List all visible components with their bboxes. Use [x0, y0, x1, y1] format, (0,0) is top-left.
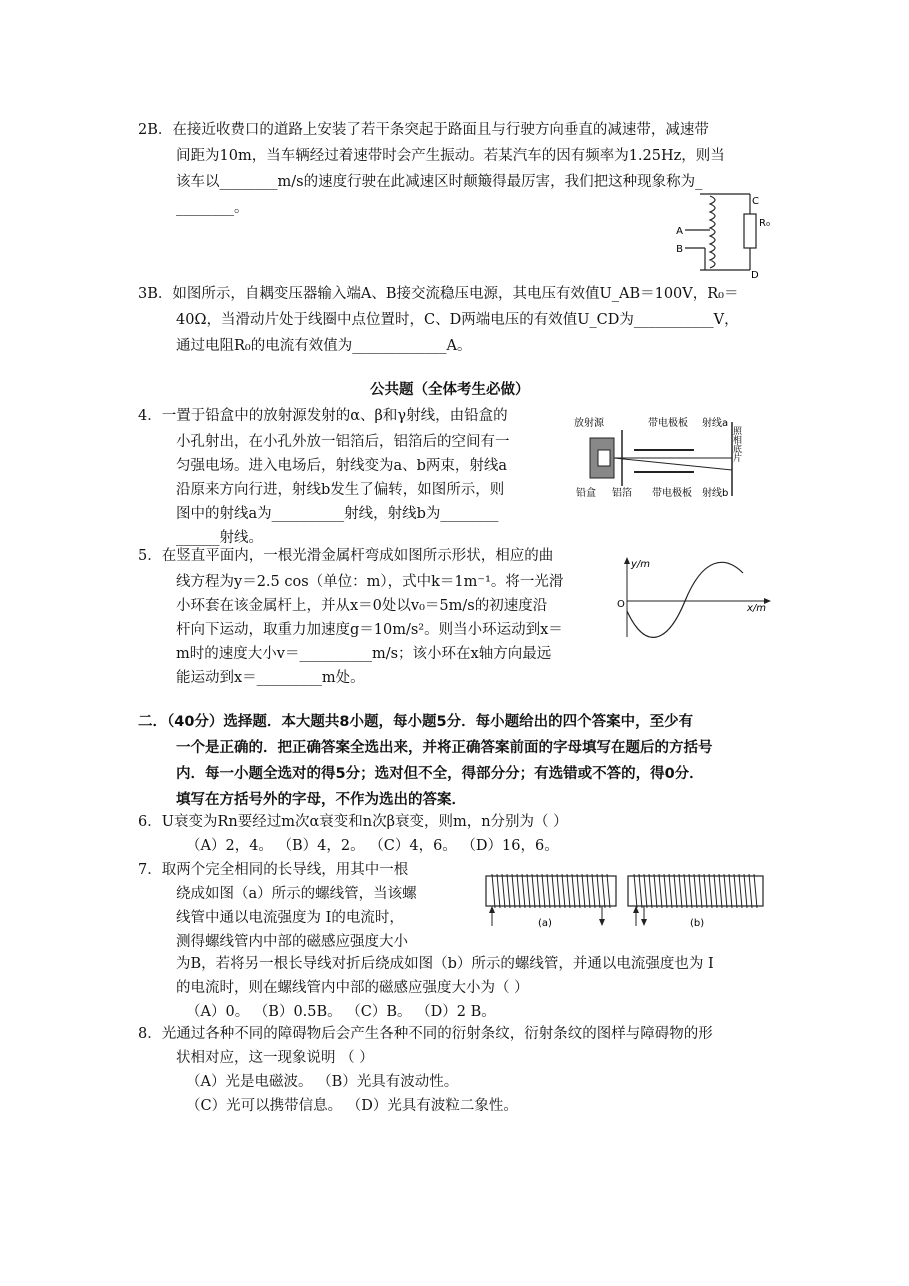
q4-line-6: ______射线。: [176, 530, 263, 546]
q3b-line-1: 3B．如图所示，自耦变压器输入端A、B接交流稳压电源，其电压有效值U_AB＝100V，R₀＝: [138, 286, 739, 302]
q5-line-2: 线方程为y＝2.5 cos（单位：m），式中k＝1m⁻¹。将一光滑: [176, 574, 564, 590]
coil-turn: [674, 874, 677, 908]
coil-turn: [634, 874, 637, 908]
coil-turn: [507, 874, 510, 908]
cosine-rod-graph: [615, 555, 775, 640]
q7-line-6: 的电流时，则在螺线管内中部的磁感应强度大小为（ ）: [176, 980, 529, 996]
coil-turn: [644, 874, 647, 908]
q3b-line-2: 40Ω，当滑动片处于线圈中点位置时，C、D两端电压的有效值U_CD为___________V，: [176, 312, 739, 328]
q8-options-2: （C）光可以携带信息。 （D）光具有波粒二象性。: [186, 1098, 518, 1114]
coil-turn: [492, 874, 495, 908]
coil-turn: [532, 874, 535, 908]
coil-turn: [739, 874, 742, 908]
coil-turn: [664, 874, 667, 908]
coil-turn: [552, 874, 555, 908]
coil-turn: [602, 874, 605, 908]
q8-line-2: 状相对应，这一现象说明 （ ）: [176, 1050, 374, 1066]
coil-turn: [562, 874, 565, 908]
coil-turn: [502, 874, 505, 908]
coil-turn: [542, 874, 545, 908]
q7-line-2: 绕成如图（a）所示的螺线管，当该螺: [176, 886, 417, 902]
q5-line-4: 杆向下运动，取重力加速度g＝10m/s²。则当小环运动到x＝: [176, 622, 563, 638]
section-common-heading: 公共题（全体考生必做）: [370, 382, 530, 398]
label-x-axis: x/m: [747, 603, 767, 614]
coil-turn: [497, 874, 500, 908]
coil-turn: [689, 874, 692, 908]
coil-turn: [572, 874, 575, 908]
radiation-deflection-diagram: [572, 410, 767, 502]
coil-turn: [522, 874, 525, 908]
coil-turn: [557, 874, 560, 908]
coil-turn: [704, 874, 707, 908]
q7-options: （A）0。 （B）0.5B。 （C）B。 （D）2 B。: [186, 1004, 496, 1020]
coil-turn: [684, 874, 687, 908]
label-ray-b: 射线b: [702, 488, 729, 499]
autotransformer-diagram: [655, 190, 775, 280]
coil-turn: [649, 874, 652, 908]
label-solenoid-a: (a): [538, 918, 552, 929]
coil-turn: [607, 874, 610, 908]
coil-turn: [729, 874, 732, 908]
label-plate-top: 带电极板: [648, 418, 688, 429]
q5-line-6: 能运动到x＝_________m处。: [176, 670, 365, 686]
coil-turn: [669, 874, 672, 908]
coil-turn: [734, 874, 737, 908]
coil-turn: [527, 874, 530, 908]
label-film: 照相底片: [731, 426, 741, 462]
q6-line-1: 6．U衰变为Rn要经过m次α衰变和n次β衰变，则m，n分别为（ ）: [138, 814, 568, 830]
q3b-line-3: 通过电阻R₀的电流有效值为_____________A。: [176, 338, 472, 354]
coil-turn: [517, 874, 520, 908]
label-y-axis: y/m: [631, 559, 651, 570]
solenoid-diagrams: [478, 866, 773, 936]
section2-line-1: 二．（40分）选择题．本大题共8小题，每小题5分．每小题给出的四个答案中，至少有: [138, 714, 694, 730]
q2b-line-2: 间距为10m，当车辆经过着速带时会产生振动。若某汽车的因有频率为1.25Hz，则当: [176, 148, 725, 164]
coil-turn: [547, 874, 550, 908]
coil-turn: [567, 874, 570, 908]
q4-line-4: 沿原来方向行进，射线b发生了偏转，如图所示，则: [176, 482, 505, 498]
q2b-line-1: 2B．在接近收费口的道路上安装了若干条突起于路面且与行驶方向垂直的减速带，减速带: [138, 122, 709, 138]
section2-line-3: 内．每一小题全选对的得5分；选对但不全，得部分分；有选错或不答的，得0分．: [176, 766, 704, 782]
label-D: D: [751, 270, 759, 280]
q5-line-3: 小环套在该金属杆上，并从x＝0处以v₀＝5m/s的初速度沿: [176, 598, 548, 614]
label-solenoid-b: (b): [690, 918, 705, 929]
coil-turn: [639, 874, 642, 908]
section2-line-2: 一个是正确的．把正确答案全选出来，并将正确答案前面的字母填写在题后的方括号: [176, 740, 713, 756]
label-origin: O: [617, 599, 625, 610]
label-plate-bottom: 带电极板: [652, 488, 692, 499]
q4-line-1: 4．一置于铅盒中的放射源发射的α、β和γ射线，由铅盒的: [138, 408, 508, 424]
coil-turn: [754, 874, 757, 908]
coil-turn: [592, 874, 595, 908]
coil-turn: [582, 874, 585, 908]
label-foil: 铝箔: [612, 488, 632, 499]
coil-turn: [749, 874, 752, 908]
q4-line-3: 匀强电场。进入电场后，射线变为a、b两束，射线a: [176, 458, 508, 474]
q4-line-2: 小孔射出，在小孔外放一铝箔后，铝箔后的空间有一: [176, 434, 510, 450]
q7-line-5: 为B，若将另一根长导线对折后绕成如图（b）所示的螺线管，并通以电流强度也为 I: [176, 956, 714, 972]
coil-turn: [577, 874, 580, 908]
coil-turn: [694, 874, 697, 908]
coil-turn: [709, 874, 712, 908]
q2b-line-4: ________。: [176, 200, 249, 216]
coil-turn: [724, 874, 727, 908]
label-A: A: [676, 226, 683, 237]
label-C: C: [752, 196, 759, 207]
coil-turn: [597, 874, 600, 908]
coil-turn: [537, 874, 540, 908]
q8-options-1: （A）光是电磁波。 （B）光具有波动性。: [186, 1074, 459, 1090]
q8-line-1: 8．光通过各种不同的障碍物后会产生各种不同的衍射条纹，衍射条纹的图样与障碍物的形: [138, 1026, 713, 1042]
label-R0: R₀: [759, 218, 770, 229]
coil-turn: [512, 874, 515, 908]
section2-line-4: 填写在方括号外的字母，不作为选出的答案．: [176, 792, 466, 808]
coil-turn: [699, 874, 702, 908]
q5-line-5: m时的速度大小v＝__________m/s；该小环在x轴方向最远: [176, 646, 552, 662]
label-ray-a: 射线a: [702, 418, 729, 429]
label-lead-box: 铅盒: [576, 488, 596, 499]
q7-line-3: 线管中通以电流强度为 I的电流时，: [176, 910, 404, 926]
coil-turn: [679, 874, 682, 908]
q2b-line-3: 该车以________m/s的速度行驶在此减速区时颠簸得最厉害，我们把这种现象称为_: [176, 174, 703, 190]
coil-turn: [587, 874, 590, 908]
q5-line-1: 5．在竖直平面内，一根光滑金属杆弯成如图所示形状，相应的曲: [138, 548, 554, 564]
q6-options: （A）2，4。 （B）4，2。 （C）4，6。 （D）16，6。: [186, 838, 559, 854]
label-B: B: [676, 244, 683, 255]
coil-turn: [659, 874, 662, 908]
coil-turn: [714, 874, 717, 908]
q7-line-4: 测得螺线管内中部的磁感应强度大小: [176, 934, 408, 950]
q4-line-5: 图中的射线a为__________射线，射线b为________: [176, 506, 499, 522]
label-source: 放射源: [574, 418, 604, 429]
q7-line-1: 7．取两个完全相同的长导线，用其中一根: [138, 862, 409, 878]
coil-turn: [654, 874, 657, 908]
coil-turn: [719, 874, 722, 908]
coil-turn: [744, 874, 747, 908]
